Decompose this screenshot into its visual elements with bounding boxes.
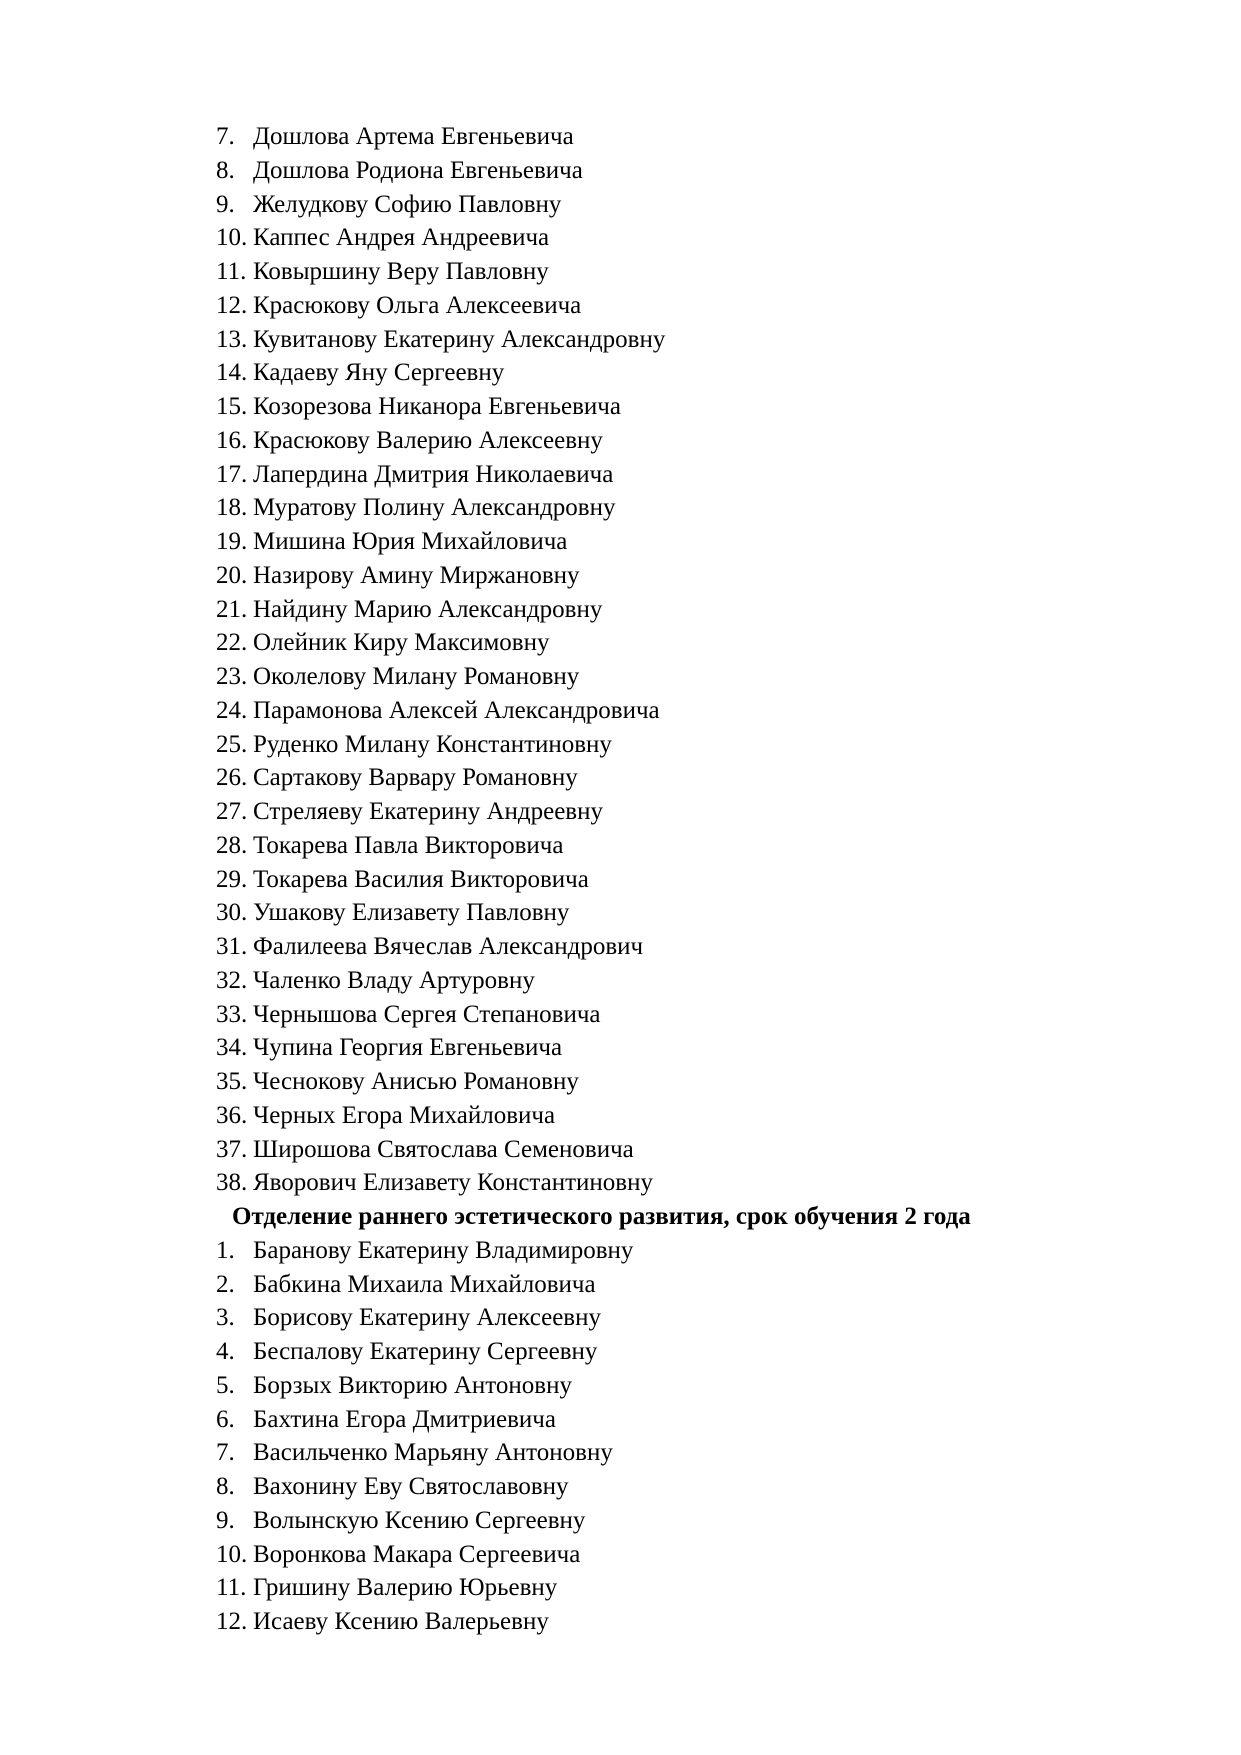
list-item <box>216 593 1176 627</box>
item-number: 12. <box>216 1608 248 1635</box>
student-name: Дошлова Родиона Евгеньевича <box>253 156 583 184</box>
list-item <box>216 626 1176 660</box>
list-item <box>216 998 1176 1032</box>
list-item <box>216 255 1176 289</box>
item-number: 33. <box>216 1000 248 1028</box>
student-name: Околелову Милану Романовну <box>253 663 580 690</box>
student-name: Яворович Елизавету Константиновну <box>253 1169 653 1197</box>
list-item <box>216 1031 1176 1065</box>
item-number: 11. <box>216 1574 247 1602</box>
list-item <box>216 559 1176 593</box>
student-name: Широшова Святослава Семеновича <box>253 1135 634 1163</box>
item-number: 35. <box>216 1068 248 1095</box>
list-item <box>216 930 1176 964</box>
item-number: 27. <box>216 798 248 825</box>
item-number: 4. <box>216 1338 235 1365</box>
list-item <box>216 1065 1176 1099</box>
student-name: Ушакову Елизавету Павловну <box>253 899 570 927</box>
student-name: Сартакову Варвару Романовну <box>253 764 578 792</box>
student-name: Токарева Павла Викторовича <box>253 831 564 859</box>
section-2-heading: Отделение раннего эстетического развития, срок обучения 2 года <box>232 1203 971 1230</box>
student-name: Кувитанову Екатерину Александровну <box>253 325 666 353</box>
student-name: Дошлова Артема Евгеньевича <box>253 123 574 150</box>
item-number: 34. <box>216 1034 248 1062</box>
list-item <box>216 1504 1176 1538</box>
list-item <box>216 120 1176 154</box>
student-name: Бабкина Михаила Михайловича <box>253 1270 596 1298</box>
item-number: 5. <box>216 1371 235 1399</box>
item-number: 7. <box>216 123 235 150</box>
item-number: 30. <box>216 899 248 927</box>
list-item <box>216 660 1176 694</box>
student-name: Красюкову Ольга Алексеевича <box>253 291 582 319</box>
item-number: 6. <box>216 1405 235 1433</box>
student-name: Волынскую Ксению Сергеевну <box>253 1506 586 1534</box>
student-name: Чернышова Сергея Степановича <box>253 1000 601 1028</box>
student-name: Желудкову Софию Павловну <box>253 190 562 218</box>
list-item <box>216 694 1176 728</box>
item-number: 31. <box>216 933 248 960</box>
list-item <box>216 863 1176 897</box>
student-name: Вахонину Еву Святославовну <box>253 1473 569 1500</box>
item-number: 32. <box>216 966 248 994</box>
item-number: 20. <box>216 561 248 589</box>
student-name: Фалилеева Вячеслав Александрович <box>253 933 644 960</box>
list-item <box>216 1099 1176 1133</box>
student-name: Руденко Милану Константиновну <box>253 730 612 758</box>
item-number: 13. <box>216 325 248 353</box>
item-number: 9. <box>216 190 235 218</box>
student-name: Чупина Георгия Евгеньевича <box>253 1034 563 1062</box>
item-number: 19. <box>216 528 248 555</box>
section-2-list <box>216 1234 1176 1639</box>
list-item <box>216 1301 1176 1335</box>
item-number: 1. <box>216 1236 235 1264</box>
item-number: 10. <box>216 1540 248 1568</box>
student-name: Васильченко Марьяну Антоновну <box>253 1439 613 1467</box>
student-name: Стреляеву Екатерину Андреевну <box>253 798 603 825</box>
item-number: 37. <box>216 1135 248 1163</box>
student-name: Черных Егора Михайловича <box>253 1101 556 1129</box>
list-item <box>216 964 1176 998</box>
list-item <box>216 761 1176 795</box>
list-item <box>216 896 1176 930</box>
item-number: 7. <box>216 1439 235 1467</box>
item-number: 23. <box>216 663 248 690</box>
item-number: 21. <box>216 595 248 623</box>
list-item <box>216 1403 1176 1437</box>
list-item <box>216 323 1176 357</box>
list-item <box>216 458 1176 492</box>
item-number: 16. <box>216 426 248 454</box>
student-name: Бахтина Егора Дмитриевича <box>253 1405 556 1433</box>
item-number: 28. <box>216 831 248 859</box>
student-name: Чеснокову Анисью Романовну <box>253 1068 579 1095</box>
student-name: Муратову Полину Александровну <box>253 494 616 522</box>
student-name: Парамонова Алексей Александровича <box>253 696 660 724</box>
item-number: 8. <box>216 1473 235 1500</box>
item-number: 17. <box>216 460 248 488</box>
student-name: Олейник Киру Максимовну <box>253 629 550 657</box>
list-item <box>216 1166 1176 1200</box>
student-name: Гришину Валерию Юрьевну <box>253 1574 558 1602</box>
list-item <box>216 1470 1176 1504</box>
list-item <box>216 491 1176 525</box>
list-item <box>216 1335 1176 1369</box>
student-name: Назирову Амину Миржановну <box>253 561 580 589</box>
student-name: Борисову Екатерину Алексеевну <box>253 1304 601 1332</box>
item-number: 36. <box>216 1101 248 1129</box>
list-item <box>216 424 1176 458</box>
student-name: Мишина Юрия Михайловича <box>253 528 568 555</box>
list-item <box>216 1436 1176 1470</box>
list-item <box>216 289 1176 323</box>
item-number: 12. <box>216 291 248 319</box>
student-name: Исаеву Ксению Валерьевну <box>253 1608 549 1635</box>
student-name: Беспалову Екатерину Сергеевну <box>253 1338 598 1365</box>
list-item <box>216 221 1176 255</box>
list-item <box>216 1538 1176 1572</box>
item-number: 24. <box>216 696 248 724</box>
list-item <box>216 525 1176 559</box>
list-item <box>216 154 1176 188</box>
student-name: Лапердина Дмитрия Николаевича <box>253 460 614 488</box>
student-name: Красюкову Валерию Алексеевну <box>253 426 603 454</box>
list-item <box>216 390 1176 424</box>
item-number: 3. <box>216 1304 235 1332</box>
item-number: 10. <box>216 224 248 252</box>
student-name: Козорезова Никанора Евгеньевича <box>253 393 621 420</box>
student-name: Чаленко Владу Артуровну <box>253 966 535 994</box>
list-item <box>216 829 1176 863</box>
list-item <box>216 1605 1176 1639</box>
item-number: 15. <box>216 393 248 420</box>
student-list <box>216 120 1176 1639</box>
student-name: Ковыршину Веру Павловну <box>253 258 549 285</box>
student-name: Кадаеву Яну Сергеевну <box>253 359 505 387</box>
item-number: 14. <box>216 359 248 387</box>
list-item <box>216 795 1176 829</box>
student-name: Каппес Андрея Андреевича <box>253 224 550 252</box>
item-number: 8. <box>216 156 235 184</box>
item-number: 25. <box>216 730 248 758</box>
list-item <box>216 1133 1176 1167</box>
item-number: 26. <box>216 764 248 792</box>
list-item <box>216 188 1176 222</box>
student-name: Найдину Марию Александровну <box>253 595 603 623</box>
item-number: 2. <box>216 1270 235 1298</box>
section-1-list <box>216 120 1176 1200</box>
list-item <box>216 1369 1176 1403</box>
student-name: Борзых Викторию Антоновну <box>253 1371 572 1399</box>
student-name: Токарева Василия Викторовича <box>253 865 589 893</box>
item-number: 9. <box>216 1506 235 1534</box>
student-name: Воронкова Макара Сергеевича <box>253 1540 581 1568</box>
item-number: 11. <box>216 258 247 285</box>
student-name: Баранову Екатерину Владимировну <box>253 1236 634 1264</box>
list-item <box>216 728 1176 762</box>
item-number: 22. <box>216 629 248 657</box>
item-number: 38. <box>216 1169 248 1197</box>
list-item <box>216 1234 1176 1268</box>
list-item <box>216 1268 1176 1302</box>
list-item <box>216 356 1176 390</box>
item-number: 29. <box>216 865 248 893</box>
list-item <box>216 1571 1176 1605</box>
item-number: 18. <box>216 494 248 522</box>
